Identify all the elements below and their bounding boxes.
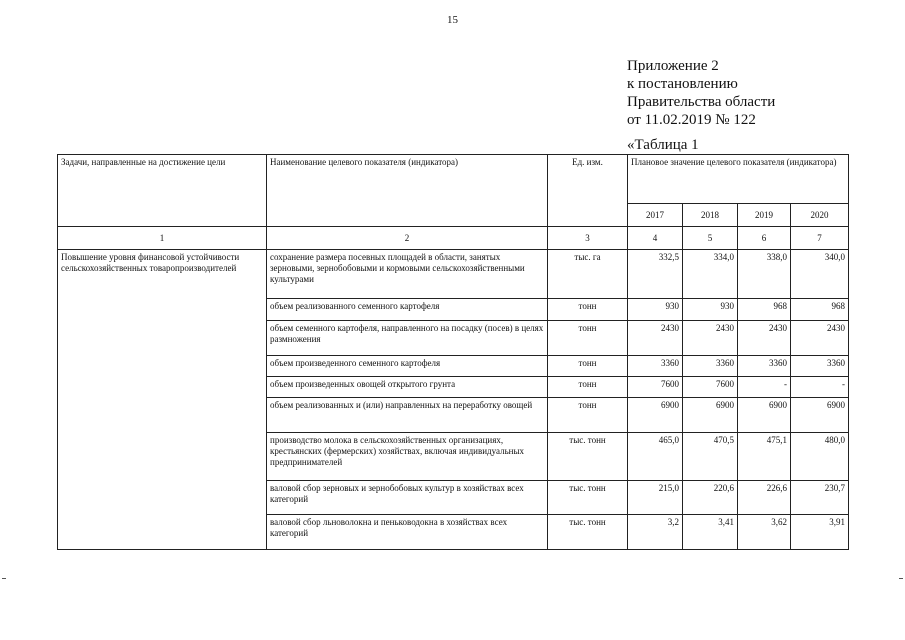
- value-2018: 220,6: [683, 481, 738, 515]
- indicator-cell: сохранение размера посевных площадей в области, занятых зерновыми, зернобобовыми и кормовыми сельскохозяйственными культурами: [267, 250, 548, 299]
- column-number: 2: [267, 227, 548, 250]
- value-2020: 480,0: [791, 433, 849, 481]
- annex-block: [627, 57, 775, 129]
- header-planned: Плановое значение целевого показателя (индикатора): [628, 155, 849, 204]
- table-caption: «Таблица 1: [627, 137, 699, 153]
- value-2020: -: [791, 377, 849, 398]
- value-2019: -: [738, 377, 791, 398]
- page-number: 15: [447, 14, 458, 26]
- header-year: 2019: [738, 204, 791, 227]
- header-year: 2020: [791, 204, 849, 227]
- unit-cell: тонн: [548, 356, 628, 377]
- table-row: [58, 250, 849, 299]
- column-number: 5: [683, 227, 738, 250]
- value-2017: 3360: [628, 356, 683, 377]
- value-2020: 3360: [791, 356, 849, 377]
- value-2019: 226,6: [738, 481, 791, 515]
- value-2019: 6900: [738, 398, 791, 433]
- task-cell: Повышение уровня финансовой устойчивости сельскохозяйственных товаропроизводителей: [58, 250, 267, 550]
- indicator-cell: объем произведенных овощей открытого грунта: [267, 377, 548, 398]
- unit-cell: тыс. тонн: [548, 481, 628, 515]
- value-2018: 2430: [683, 321, 738, 356]
- value-2018: 3,41: [683, 515, 738, 550]
- value-2020: 968: [791, 299, 849, 321]
- scan-edge-mark: [899, 578, 903, 579]
- value-2018: 334,0: [683, 250, 738, 299]
- unit-cell: тонн: [548, 299, 628, 321]
- column-numbers-row: [58, 227, 849, 250]
- header-tasks: Задачи, направленные на достижение цели: [58, 155, 267, 227]
- header-year: 2017: [628, 204, 683, 227]
- value-2019: 2430: [738, 321, 791, 356]
- unit-cell: тонн: [548, 321, 628, 356]
- indicator-cell: валовой сбор льноволокна и пеньководокна в хозяйствах всех категорий: [267, 515, 548, 550]
- indicator-cell: объем произведенного семенного картофеля: [267, 356, 548, 377]
- header-year: 2018: [683, 204, 738, 227]
- value-2017: 3,2: [628, 515, 683, 550]
- annex-line-3: Правительства области: [627, 94, 776, 110]
- indicator-cell: валовой сбор зерновых и зернобобовых культур в хозяйствах всех категорий: [267, 481, 548, 515]
- column-number: 3: [548, 227, 628, 250]
- header-unit: Ед. изм.: [548, 155, 628, 227]
- unit-cell: тонн: [548, 398, 628, 433]
- value-2018: 6900: [683, 398, 738, 433]
- indicator-cell: объем реализованных и (или) направленных на переработку овощей: [267, 398, 548, 433]
- value-2017: 465,0: [628, 433, 683, 481]
- value-2017: 215,0: [628, 481, 683, 515]
- column-number: 4: [628, 227, 683, 250]
- value-2019: 475,1: [738, 433, 791, 481]
- value-2019: 338,0: [738, 250, 791, 299]
- value-2020: 2430: [791, 321, 849, 356]
- value-2017: 332,5: [628, 250, 683, 299]
- header-row: [58, 155, 849, 204]
- value-2020: 340,0: [791, 250, 849, 299]
- header-indicator: Наименование целевого показателя (индикатора): [267, 155, 548, 227]
- column-number: 1: [58, 227, 267, 250]
- annex-line-2: к постановлению: [627, 76, 738, 92]
- annex-line-1: Приложение 2: [627, 58, 719, 74]
- value-2018: 7600: [683, 377, 738, 398]
- value-2019: 3360: [738, 356, 791, 377]
- unit-cell: тонн: [548, 377, 628, 398]
- indicator-cell: производство молока в сельскохозяйственных организациях, крестьянских (фермерских) хозяйствах, включая индивидуальных предпринимателей: [267, 433, 548, 481]
- value-2018: 470,5: [683, 433, 738, 481]
- unit-cell: тыс. тонн: [548, 433, 628, 481]
- value-2019: 968: [738, 299, 791, 321]
- value-2019: 3,62: [738, 515, 791, 550]
- value-2018: 930: [683, 299, 738, 321]
- unit-cell: тыс. га: [548, 250, 628, 299]
- value-2017: 7600: [628, 377, 683, 398]
- column-number: 6: [738, 227, 791, 250]
- annex-line-4: от 11.02.2019 № 122: [627, 112, 756, 128]
- value-2018: 3360: [683, 356, 738, 377]
- indicator-cell: объем реализованного семенного картофеля: [267, 299, 548, 321]
- value-2020: 230,7: [791, 481, 849, 515]
- column-number: 7: [791, 227, 849, 250]
- indicator-cell: объем семенного картофеля, направленного на посадку (посев) в целях размножения: [267, 321, 548, 356]
- value-2017: 930: [628, 299, 683, 321]
- unit-cell: тыс. тонн: [548, 515, 628, 550]
- scan-edge-mark: [2, 578, 6, 579]
- value-2020: 3,91: [791, 515, 849, 550]
- value-2017: 6900: [628, 398, 683, 433]
- value-2017: 2430: [628, 321, 683, 356]
- value-2020: 6900: [791, 398, 849, 433]
- indicators-table: [57, 154, 849, 550]
